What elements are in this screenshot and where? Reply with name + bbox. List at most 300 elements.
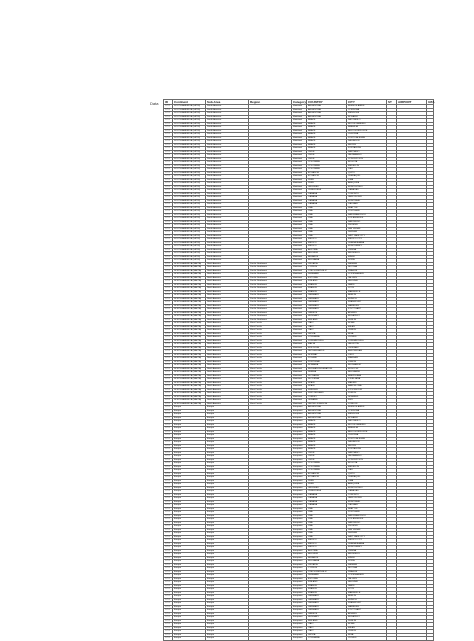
column-header[interactable]: IATA: [428, 100, 435, 104]
table-cell: Europe: [173, 462, 206, 466]
table-cell: North America: [206, 290, 249, 294]
table-cell: CHILE: [307, 458, 347, 462]
table-cell: MARSEILLE: [347, 290, 387, 294]
table-cell: 7717: [164, 623, 173, 627]
table-cell: 7717: [164, 469, 173, 473]
table-cell: DUBLIN: [347, 619, 387, 623]
table-cell: South America: [206, 210, 249, 214]
table-cell: Europe: [173, 588, 206, 592]
table-cell: 7717: [164, 136, 173, 140]
table-cell: FRANCE: [307, 287, 347, 291]
table-cell: CANADA: [307, 199, 347, 203]
table-cell: Mainland: [292, 276, 307, 280]
table-cell: ZURICH: [347, 392, 387, 396]
table-cell: South America: [206, 168, 249, 172]
table-cell: European: [292, 539, 307, 543]
table-cell: 7717: [164, 108, 173, 112]
table-cell: South America: [206, 178, 249, 182]
table-cell: PERU: [307, 479, 347, 483]
table-cell: Mainland: [292, 273, 307, 277]
table-cell: North America: [206, 353, 249, 357]
table-cell: North America: [206, 297, 249, 301]
table-cell: Europe: [173, 423, 206, 427]
table-cell: MEXICO: [307, 238, 347, 242]
table-cell: 7717: [164, 392, 173, 396]
table-cell: 7717: [164, 161, 173, 165]
table-cell: DENVER: [347, 231, 387, 235]
table-cell: Europe: [173, 637, 206, 641]
table-cell: MEXICO CITY: [347, 539, 387, 543]
table-cell: BRAZIL: [307, 126, 347, 130]
table-cell: European: [292, 577, 307, 581]
table-cell: GERMANY: [307, 294, 347, 298]
table-cell: USA: [307, 227, 347, 231]
table-cell: South America: [206, 199, 249, 203]
table-cell: 7717: [164, 339, 173, 343]
table-cell: North America: [206, 304, 249, 308]
table-cell: Mainland: [292, 108, 307, 112]
table-cell: GERMANY: [307, 304, 347, 308]
table-cell: European: [292, 574, 307, 578]
table-cell: North America: [206, 399, 249, 403]
table-cell: USA: [307, 220, 347, 224]
table-cell: USA: [307, 224, 347, 228]
table-cell: South America: [206, 136, 249, 140]
table-cell: North America: [206, 392, 249, 396]
table-cell: Europe: [206, 458, 249, 462]
table-cell: Mainland: [292, 311, 307, 315]
table-cell: BRATISLAVA: [347, 374, 387, 378]
table-cell: European: [292, 493, 307, 497]
table-cell: 7717: [164, 336, 173, 340]
table-cell: 7717: [164, 409, 173, 413]
table-cell: Europe: [206, 525, 249, 529]
table-cell: European: [292, 413, 307, 417]
table-cell: BRAZIL: [307, 133, 347, 137]
table-cell: 7717: [164, 213, 173, 217]
table-cell: North America: [206, 283, 249, 287]
table-cell: European: [292, 465, 307, 469]
table-cell: Europe: [206, 472, 249, 476]
table-cell: 7717: [164, 630, 173, 634]
table-cell: SOUTH AMERICA (LATIN): [173, 140, 206, 144]
table-cell: European: [292, 525, 307, 529]
table-cell: North America: [206, 311, 249, 315]
table-cell: European: [292, 549, 307, 553]
table-cell: SOUTH AMERICA (LATIN): [173, 157, 206, 161]
table-cell: Europe: [206, 430, 249, 434]
table-cell: South America: [206, 185, 249, 189]
table-cell: MUNICH: [347, 598, 387, 602]
table-cell: Europe: [173, 486, 206, 490]
table-cell: MEXICO: [307, 539, 347, 543]
table-cell: NORTH AMERICA (NAFTA): [173, 350, 206, 354]
table-cell: 7717: [164, 507, 173, 511]
table-cell: European: [292, 469, 307, 473]
table-cell: USA: [307, 234, 347, 238]
table-cell: CYPRUS: [307, 567, 347, 571]
table-cell: GREECE: [307, 612, 347, 616]
table-cell: 7717: [164, 451, 173, 455]
table-cell: OSLO: [347, 353, 387, 357]
table-cell: LYON: [347, 588, 387, 592]
table-cell: Europe: [206, 633, 249, 637]
table-cell: CANADA: [307, 504, 347, 508]
table-cell: Europe: [173, 514, 206, 518]
table-cell: VANCOUVER: [347, 196, 387, 200]
table-cell: NORTH AMERICA (NAFTA): [173, 269, 206, 273]
table-cell: 7717: [164, 490, 173, 494]
table-cell: 7717: [164, 588, 173, 592]
table-cell: BRASILIA: [347, 427, 387, 431]
table-cell: DENMARK: [307, 273, 347, 277]
table-cell: European: [292, 462, 307, 466]
table-cell: North America: [206, 322, 249, 326]
table-cell: South America: [206, 255, 249, 259]
table-cell: SOUTH AMERICA (LATIN): [173, 224, 206, 228]
table-cell: Mainland: [292, 357, 307, 361]
table-cell: 7717: [164, 500, 173, 504]
column-header[interactable]: Category: [293, 100, 307, 104]
table-cell: ISTANBUL: [347, 395, 387, 399]
table-cell: PERU: [307, 483, 347, 487]
table-cell: European: [292, 588, 307, 592]
table-cell: Pacific Northwest: [249, 276, 292, 280]
table-cell: NORTH AMERICA (NAFTA): [173, 280, 206, 284]
table-cell: European: [292, 630, 307, 634]
table-cell: PERU: [307, 182, 347, 186]
table-cell: West Pacific: [249, 392, 292, 396]
table-cell: USA: [307, 231, 347, 235]
table-cell: GERMANY: [307, 598, 347, 602]
table-cell: Europe: [173, 535, 206, 539]
table-cell: 7717: [164, 105, 173, 109]
table-cell: Mainland: [292, 157, 307, 161]
column-header[interactable]: Region: [249, 100, 292, 105]
table-cell: Pacific Northwest: [249, 315, 292, 319]
table-cell: SOUTH AMERICA (LATIN): [173, 168, 206, 172]
table-cell: South America: [206, 147, 249, 151]
table-cell: BRAZIL: [307, 136, 347, 140]
table-cell: 7717: [164, 255, 173, 259]
table-cell: ITALY: [307, 322, 347, 326]
table-cell: NORTH AMERICA (NAFTA): [173, 385, 206, 389]
table-cell: NORTH AMERICA (NAFTA): [173, 378, 206, 382]
table-cell: European: [292, 430, 307, 434]
table-cell: CHISINAU: [347, 346, 387, 350]
table-cell: CANADA: [307, 497, 347, 501]
table-cell: Mainland: [292, 364, 307, 368]
table-cell: MADRID: [347, 381, 387, 385]
table-cell: South America: [206, 119, 249, 123]
table-cell: Europe: [173, 630, 206, 634]
table-cell: European: [292, 633, 307, 637]
table-cell: LATVIA: [307, 332, 347, 336]
table-cell: HELSINKI: [347, 280, 387, 284]
table-cell: BELO HORIZONTE: [347, 430, 387, 434]
table-cell: SAN DIEGO: [347, 521, 387, 525]
table-cell: Pacific Northwest: [249, 301, 292, 305]
table-cell: COPENHAGEN: [347, 273, 387, 277]
table-cell: Mainland: [292, 329, 307, 333]
table-cell: Pacific Northwest: [249, 262, 292, 266]
table-cell: Europe: [173, 427, 206, 431]
column-header[interactable]: CITY: [347, 100, 387, 105]
table-cell: TALLINN: [347, 276, 387, 280]
table-cell: Mainland: [292, 119, 307, 123]
table-cell: European: [292, 455, 307, 459]
table-cell: NORTH AMERICA (NAFTA): [173, 364, 206, 368]
table-cell: European: [292, 570, 307, 574]
table-cell: Pacific Northwest: [249, 304, 292, 308]
table-cell: DENVER: [347, 532, 387, 536]
table-cell: Mainland: [292, 402, 307, 406]
table-cell: European: [292, 514, 307, 518]
table-cell: PHOENIX: [347, 525, 387, 529]
table-cell: CALI: [347, 469, 387, 473]
table-cell: Pacific Northwest: [249, 269, 292, 273]
table-cell: 7717: [164, 549, 173, 553]
table-cell: South America: [206, 171, 249, 175]
table-cell: West Pacific: [249, 378, 292, 382]
table-cell: 7717: [164, 175, 173, 179]
table-cell: NORTH AMERICA (NAFTA): [173, 294, 206, 298]
table-cell: CANADA: [307, 203, 347, 207]
table-cell: PORTO ALEGRE: [347, 437, 387, 441]
table-cell: CARACAS: [347, 490, 387, 494]
table-cell: Mainland: [292, 231, 307, 235]
table-cell: BULGARIA: [307, 259, 347, 263]
table-cell: Europe: [173, 507, 206, 511]
table-cell: SOUTH AMERICA (LATIN): [173, 213, 206, 217]
table-cell: 7717: [164, 598, 173, 602]
table-cell: Europe: [173, 413, 206, 417]
table-cell: FRANKFURT: [347, 602, 387, 606]
table-cell: 7717: [164, 178, 173, 182]
table-cell: Mainland: [292, 245, 307, 249]
table-cell: Europe: [206, 602, 249, 606]
table-cell: Europe: [173, 490, 206, 494]
table-cell: ATHENS: [347, 311, 387, 315]
table-cell: Mainland: [292, 297, 307, 301]
table-cell: Europe: [206, 511, 249, 515]
table-cell: Europe: [206, 605, 249, 609]
table-cell: HUNGARY: [307, 616, 347, 620]
table-cell: BELGRADE: [347, 371, 387, 375]
table-cell: Europe: [173, 525, 206, 529]
table-cell: 7717: [164, 574, 173, 578]
table-cell: NORTH AMERICA (NAFTA): [173, 315, 206, 319]
table-cell: 7717: [164, 626, 173, 630]
table-cell: North America: [206, 318, 249, 322]
table-cell: COLOMBIA: [307, 462, 347, 466]
table-cell: Europe: [206, 500, 249, 504]
table-cell: South America: [206, 220, 249, 224]
table-cell: Mainland: [292, 234, 307, 238]
table-cell: MONTREAL: [347, 500, 387, 504]
table-cell: VENEZUELA: [307, 490, 347, 494]
table-cell: SOUTH AMERICA (LATIN): [173, 112, 206, 116]
table-cell: GERMANY: [307, 602, 347, 606]
table-cell: NORTH AMERICA (NAFTA): [173, 322, 206, 326]
table-cell: [397, 637, 427, 641]
table-cell: GERMANY: [307, 308, 347, 312]
table-cell: SOUTH AMERICA (LATIN): [173, 122, 206, 126]
table-cell: 7717: [164, 157, 173, 161]
table-cell: West Pacific: [249, 374, 292, 378]
table-cell: European: [292, 560, 307, 564]
table-cell: Europe: [206, 542, 249, 546]
table-cell: NORTH AMERICA (NAFTA): [173, 336, 206, 340]
table-cell: Europe: [206, 637, 249, 641]
table-cell: RECIFE: [347, 143, 387, 147]
table-cell: Europe: [206, 609, 249, 613]
table-cell: MONTEVIDEO: [347, 486, 387, 490]
table-cell: RUSSIAN FEDERATION: [307, 367, 347, 371]
table-cell: European: [292, 567, 307, 571]
table-cell: 7717: [164, 514, 173, 518]
table-cell: European: [292, 518, 307, 522]
table-cell: 7717: [164, 486, 173, 490]
table-cell: Mainland: [292, 283, 307, 287]
table-cell: Europe: [206, 546, 249, 550]
table-cell: European: [292, 612, 307, 616]
table-cell: Mainland: [292, 252, 307, 256]
table-cell: Europe: [173, 444, 206, 448]
table-cell: USA: [307, 525, 347, 529]
table-cell: 7717: [164, 224, 173, 228]
table-cell: Europe: [173, 437, 206, 441]
table-cell: NORTH AMERICA (NAFTA): [173, 297, 206, 301]
table-cell: Europe: [206, 448, 249, 452]
table-cell: LIMA: [347, 178, 387, 182]
table-cell: STUTTGART: [347, 308, 387, 312]
table-cell: 7717: [164, 115, 173, 119]
table-cell: PARIS: [347, 283, 387, 287]
table-cell: ARGENTINA: [307, 112, 347, 116]
column-header[interactable]: Sub-Area: [206, 100, 249, 105]
table-cell: GUADALAJARA: [347, 542, 387, 546]
table-cell: QUITO: [347, 472, 387, 476]
table-cell: ATHENS: [347, 612, 387, 616]
table-cell: ARGENTINA: [307, 416, 347, 420]
table-cell: 7717: [164, 269, 173, 273]
table-cell: 7717: [164, 133, 173, 137]
table-cell: North America: [206, 364, 249, 368]
table-cell: NORTH AMERICA (NAFTA): [173, 339, 206, 343]
table-cell: South America: [206, 189, 249, 193]
table-cell: 7717: [164, 318, 173, 322]
table-cell: LITHUANIA: [307, 637, 347, 641]
column-header[interactable]: COUNTRY: [307, 100, 347, 105]
table-cell: NORTH AMERICA (NAFTA): [173, 283, 206, 287]
table-cell: QUITO: [347, 171, 387, 175]
table-cell: Pacific Northwest: [249, 266, 292, 270]
table-cell: CANADA: [307, 196, 347, 200]
table-cell: MONTERREY: [347, 245, 387, 249]
table-cell: Mainland: [292, 378, 307, 382]
table-cell: Mainland: [292, 238, 307, 242]
table-cell: WARSAW: [347, 357, 387, 361]
table-cell: TORONTO: [347, 192, 387, 196]
table-cell: CALGARY: [347, 203, 387, 207]
table-cell: West Pacific: [249, 360, 292, 364]
table-cell: North America: [206, 315, 249, 319]
table-cell: FRANCE: [307, 584, 347, 588]
table-cell: USA: [307, 511, 347, 515]
table-cell: Mainland: [292, 385, 307, 389]
table-cell: West Pacific: [249, 350, 292, 354]
table-cell: 7717: [164, 192, 173, 196]
table-cell: SOUTH AMERICA (LATIN): [173, 248, 206, 252]
table-cell: European: [292, 420, 307, 424]
column-header[interactable]: Continent: [173, 100, 206, 105]
table-cell: Pacific Northwest: [249, 273, 292, 277]
column-header[interactable]: ID: [164, 100, 173, 105]
table-cell: North America: [206, 360, 249, 364]
table-cell: European: [292, 451, 307, 455]
table-cell: South America: [206, 140, 249, 144]
table-cell: 7717: [164, 280, 173, 284]
table-cell: 7717: [164, 458, 173, 462]
table-cell: NORTH AMERICA (NAFTA): [173, 266, 206, 270]
table-cell: VENICE: [347, 329, 387, 333]
table-cell: Europe: [206, 532, 249, 536]
table-cell: European: [292, 528, 307, 532]
table-cell: 7717: [164, 612, 173, 616]
table-cell: Europe: [173, 511, 206, 515]
table-cell: Mainland: [292, 133, 307, 137]
table-cell: 7717: [164, 290, 173, 294]
table-cell: Europe: [173, 577, 206, 581]
table-cell: PHOENIX: [347, 224, 387, 228]
table-cell: 7717: [164, 472, 173, 476]
table-cell: Europe: [206, 469, 249, 473]
table-cell: FINLAND: [307, 581, 347, 585]
column-header[interactable]: ST: [387, 100, 397, 105]
table-cell: SOUTH AMERICA (LATIN): [173, 227, 206, 231]
table-cell: Europe: [173, 581, 206, 585]
table-cell: 7717: [164, 189, 173, 193]
table-cell: 7717: [164, 322, 173, 326]
table-cell: European: [292, 637, 307, 641]
column-header[interactable]: AIRPORT: [397, 100, 427, 105]
table-cell: North America: [206, 357, 249, 361]
table-cell: DUBLIN: [347, 318, 387, 322]
table-cell: MOSCOW: [347, 367, 387, 371]
table-cell: 7717: [164, 416, 173, 420]
table-cell: European: [292, 490, 307, 494]
table-cell: VIENNA: [347, 549, 387, 553]
table-cell: Mainland: [292, 269, 307, 273]
table-cell: 7717: [164, 563, 173, 567]
table-cell: 7717: [164, 150, 173, 154]
table-cell: LIMA: [347, 479, 387, 483]
table-cell: Europe: [173, 409, 206, 413]
table-cell: MINSK: [347, 255, 387, 259]
table-cell: MALTA: [307, 343, 347, 347]
table-cell: NORTH AMERICA (NAFTA): [173, 392, 206, 396]
table-cell: 7717: [164, 112, 173, 116]
table-cell: RIO DE JANEIRO: [347, 423, 387, 427]
table-cell: 7717: [164, 525, 173, 529]
table-cell: NORTH AMERICA (NAFTA): [173, 360, 206, 364]
table-cell: Europe: [173, 605, 206, 609]
table-cell: North America: [206, 402, 249, 406]
table-cell: CALGARY: [347, 504, 387, 508]
table-cell: Europe: [173, 479, 206, 483]
table-cell: ROSARIO: [347, 115, 387, 119]
